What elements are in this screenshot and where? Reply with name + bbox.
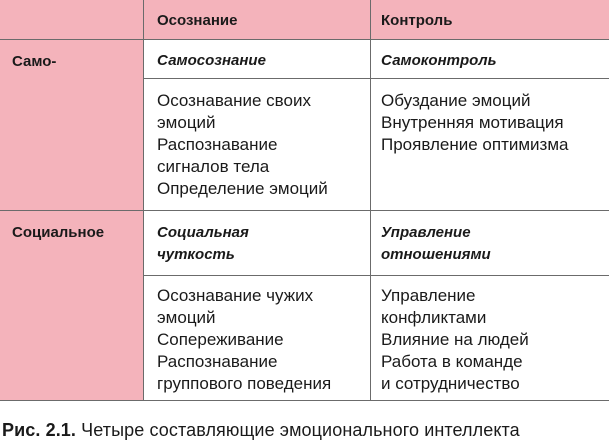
header-control: Контроль: [381, 12, 453, 29]
title-relationship-management: Управление отношениями: [381, 224, 491, 263]
figure-caption: [2, 419, 520, 441]
header-cell-awareness: [143, 0, 370, 40]
items-social-awareness: [157, 285, 331, 395]
list-item: эмоций: [157, 308, 216, 327]
items-self-control: [381, 90, 568, 156]
title-self-awareness: Самосознание: [157, 52, 266, 69]
list-item: сигналов тела: [157, 157, 270, 176]
list-item: эмоций: [157, 113, 216, 132]
list-item: Осознавание своих: [157, 91, 311, 110]
header-corner-cell: [0, 0, 143, 40]
rule-row2-subtitle: [143, 275, 609, 276]
cell-self-control: [370, 40, 609, 210]
list-item: Работа в команде: [381, 352, 523, 371]
list-item: и сотрудничество: [381, 374, 520, 393]
cell-relationship-management: [370, 210, 609, 401]
list-item: Управление: [381, 286, 476, 305]
rule-between-rows: [0, 210, 609, 211]
list-item: конфликтами: [381, 308, 487, 327]
header-cell-control: [370, 0, 609, 40]
header-awareness: Осознание: [157, 12, 238, 29]
list-item: Распознавание: [157, 352, 278, 371]
list-item: Определение эмоций: [157, 179, 328, 198]
rule-row1-subtitle: [143, 78, 609, 79]
figure-caption-label: Рис. 2.1.: [2, 420, 77, 440]
row-label-self: Само-: [12, 53, 57, 70]
list-item: группового поведения: [157, 374, 332, 393]
items-self-awareness: [157, 90, 328, 200]
list-item: Распознавание: [157, 135, 278, 154]
rule-table-bottom: [0, 400, 609, 401]
list-item: Обуздание эмоций: [381, 91, 531, 110]
rule-under-header: [0, 39, 609, 40]
list-item: Осознавание чужих: [157, 286, 314, 305]
row-label-cell-self: [0, 40, 143, 210]
items-relationship-management: [381, 285, 529, 395]
list-item: Проявление оптимизма: [381, 135, 569, 154]
figure-caption-text: Четыре составляющие эмоционального интеллекта: [81, 420, 520, 440]
list-item: Влияние на людей: [381, 330, 529, 349]
title-social-awareness: Социальная чуткость: [157, 224, 249, 263]
row-label-cell-social: [0, 210, 143, 401]
row-label-social: Социальное: [12, 224, 105, 241]
rule-col1-left: [143, 0, 144, 401]
cell-social-awareness: [143, 210, 370, 401]
list-item: Сопереживание: [157, 330, 284, 349]
cell-self-awareness: [143, 40, 370, 210]
rule-col2-left: [370, 0, 371, 401]
list-item: Внутренняя мотивация: [381, 113, 564, 132]
title-self-control: Самоконтроль: [381, 52, 497, 69]
